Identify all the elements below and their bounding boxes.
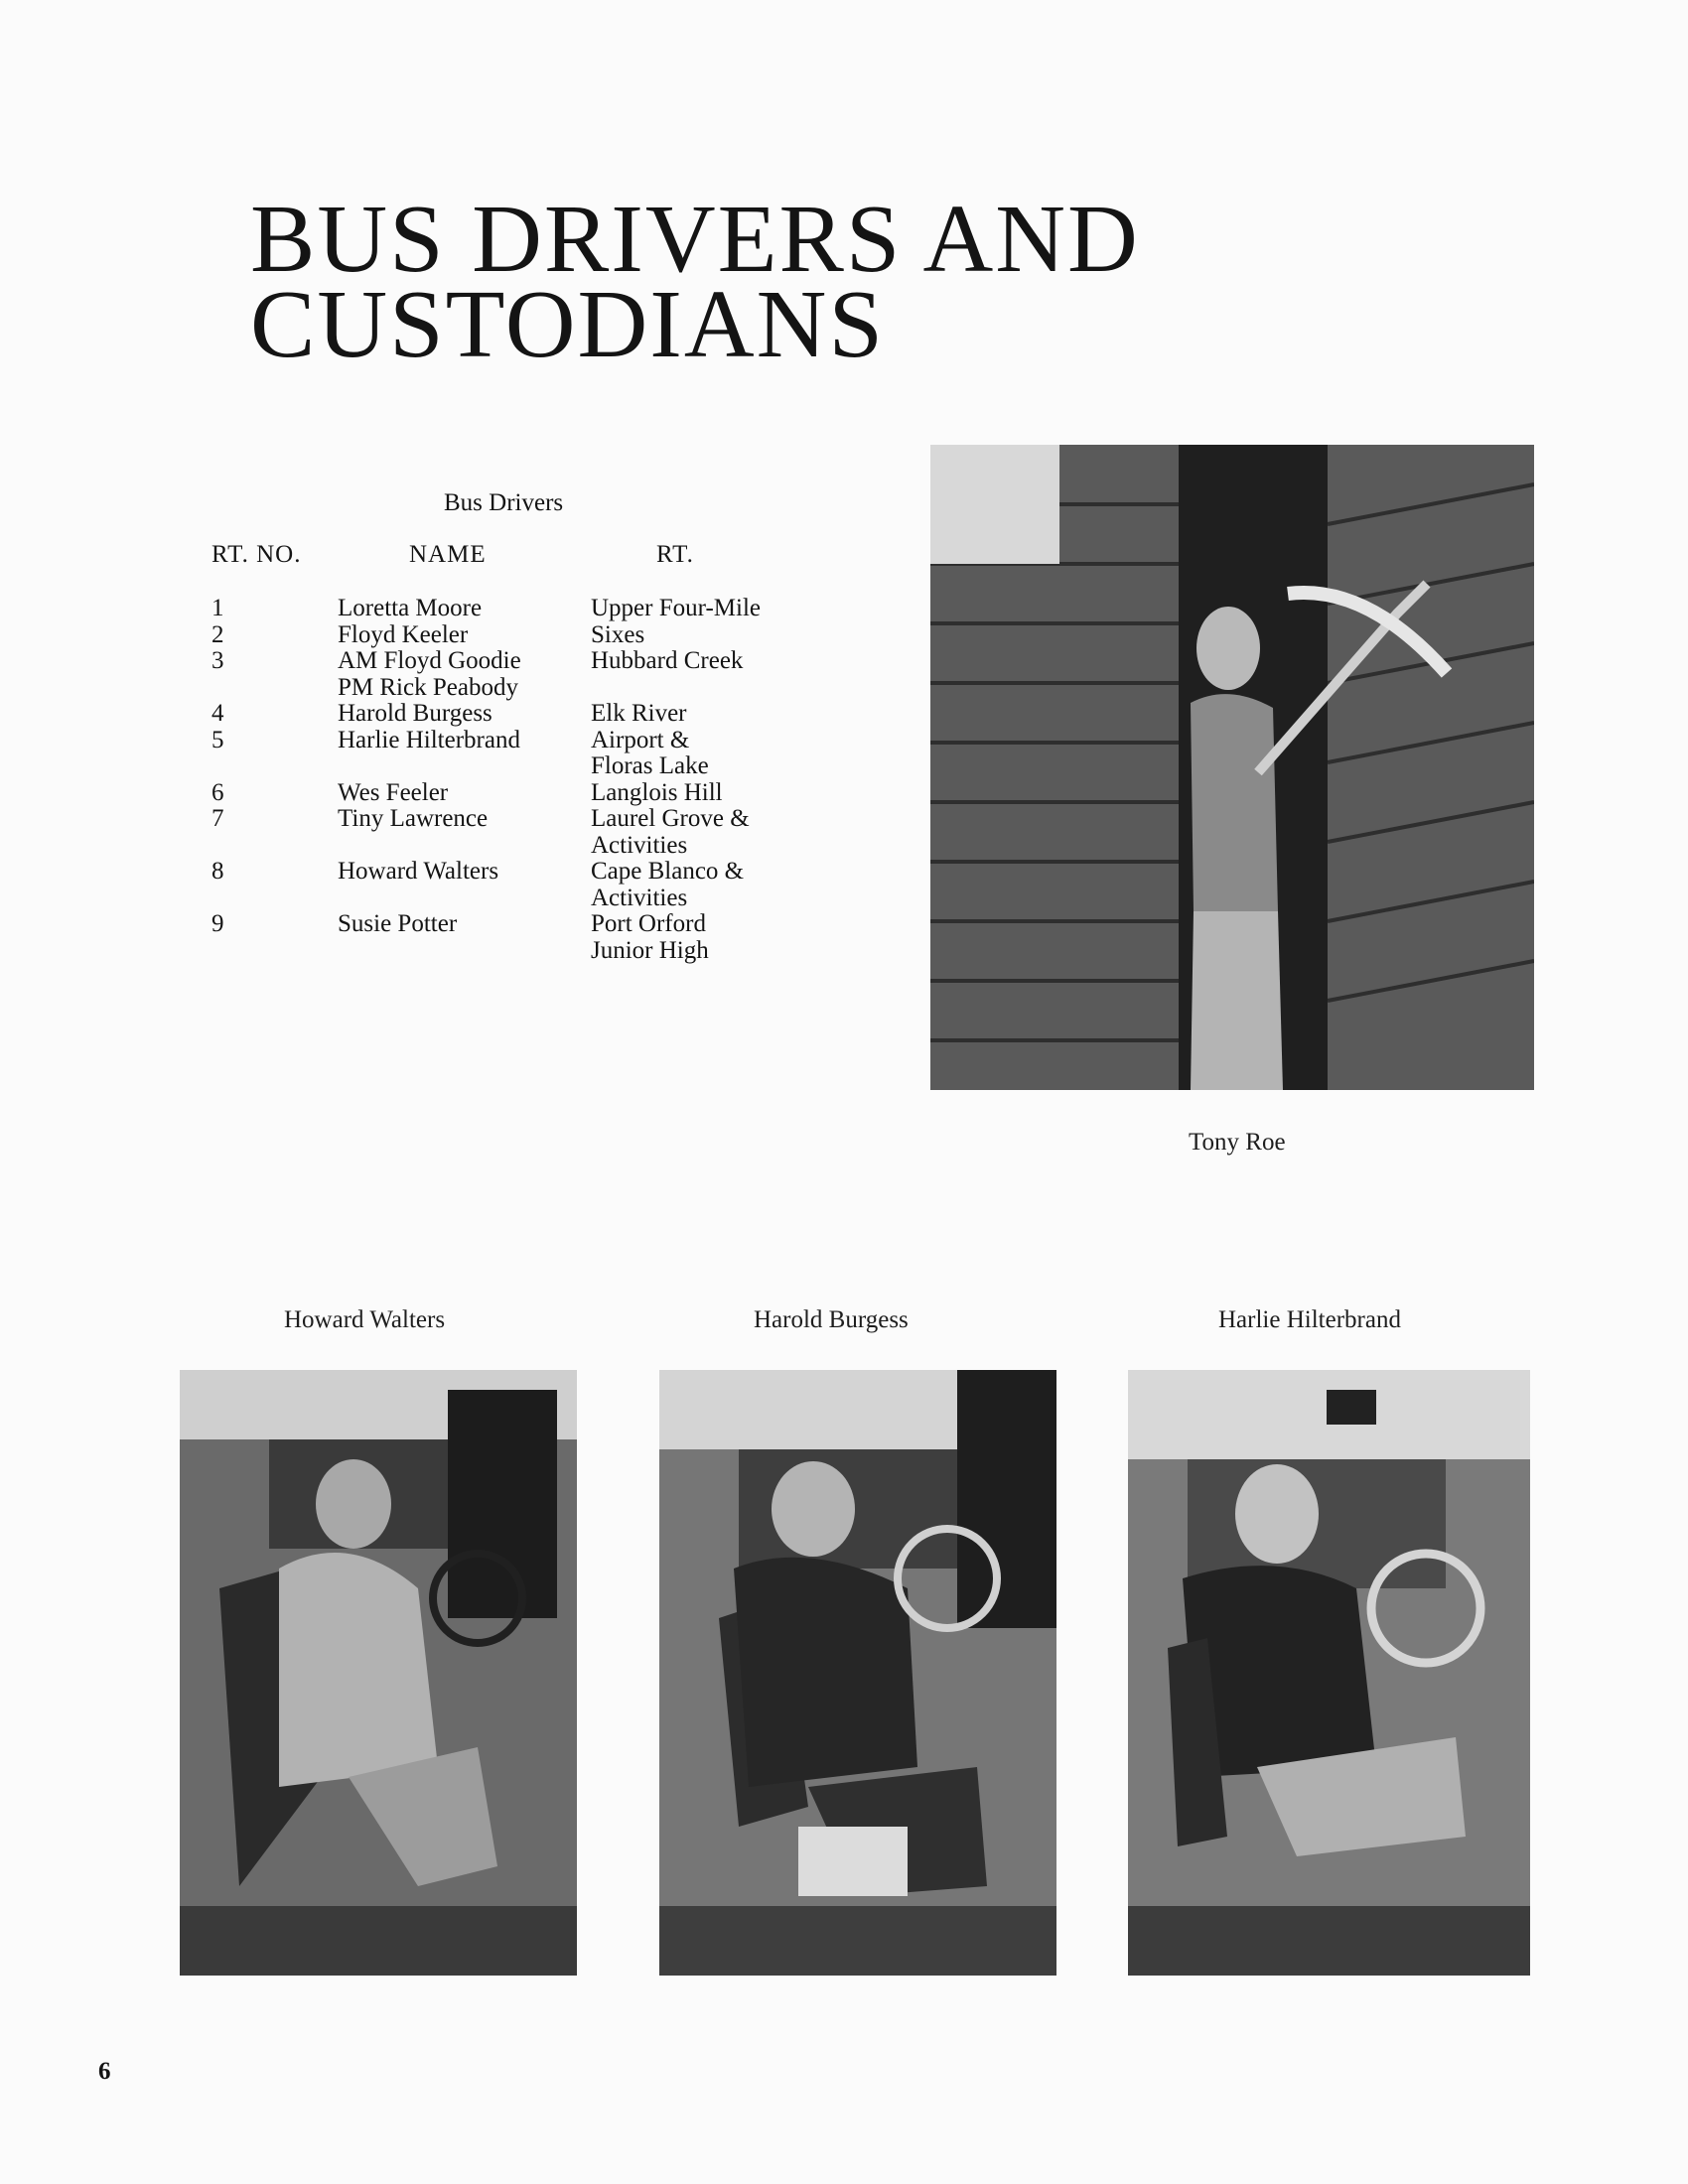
harold-burgess-photo [659,1370,1056,1976]
driver-row [211,728,907,780]
driver-name [338,596,591,622]
driver-name-line: Loretta Moore [338,595,483,621]
driver-row [211,648,907,701]
driver-name [338,859,591,886]
column-header-name: NAME [409,541,487,568]
route-name-line: Langlois Hill [591,778,723,806]
route-name-line: Elk River [591,700,687,727]
howard-walters-caption: Howard Walters [284,1306,446,1333]
howard-walters-photo [180,1370,577,1976]
driver-row [211,911,907,964]
driver-name [338,780,591,807]
route-name-line: Laurel Grove & [591,805,750,832]
route-name-line: Activities [591,884,688,911]
route-name [591,648,743,675]
route-name [591,780,723,807]
driver-name-line: Howard Walters [338,858,499,885]
route-name [591,806,750,859]
route-number: 2 [211,620,224,648]
column-header-rt-no: RT. NO. [211,541,302,568]
harold-burgess-photo-art [659,1370,1056,1976]
route-name-line: Hubbard Creek [591,647,744,674]
driver-row [211,622,907,649]
route-name-line: Cape Blanco & [591,858,745,885]
driver-name-line: Harold Burgess [338,700,492,727]
driver-row [211,596,907,622]
route-number: 1 [211,595,224,621]
bus-drivers-heading: Bus Drivers [444,489,564,516]
driver-name-line: Susie Potter [338,910,458,937]
howard-walters-photo-art [180,1370,577,1976]
driver-name-line: PM Rick Peabody [338,673,518,701]
driver-name [338,728,591,754]
harlie-hilterbrand-caption: Harlie Hilterbrand [1218,1306,1401,1333]
driver-name [338,701,591,728]
driver-name [338,648,591,701]
route-name-line: Junior High [591,936,709,964]
route-number: 7 [211,805,224,832]
route-number: 3 [211,647,224,674]
driver-name-line: Tiny Lawrence [338,805,489,832]
route-name [591,622,644,649]
harlie-hilterbrand-photo-art [1128,1370,1530,1976]
driver-name [338,911,591,938]
route-name [591,596,761,622]
driver-name-line: Floyd Keeler [338,620,469,648]
tony-roe-photo-art [930,445,1534,1090]
tony-roe-photo [930,445,1534,1090]
driver-row [211,701,907,728]
route-name-line: Airport & [591,726,690,753]
column-header-route: RT. [656,541,694,568]
driver-name-line: Wes Feeler [338,778,449,806]
page-number: 6 [98,2058,111,2085]
tony-roe-caption: Tony Roe [1189,1129,1286,1156]
route-name [591,859,744,911]
page-title-line-1: BUS DRIVERS AND [250,186,1140,293]
route-number: 6 [211,778,224,806]
driver-name-line: AM Floyd Goodie [338,647,521,674]
route-name-line: Upper Four-Mile [591,595,761,621]
route-name-line: Floras Lake [591,752,709,779]
route-name [591,728,709,780]
harold-burgess-caption: Harold Burgess [754,1306,909,1333]
route-number: 9 [211,910,224,937]
route-number: 4 [211,700,224,727]
page-title-line-2: CUSTODIANS [250,271,885,378]
bus-drivers-table [211,596,907,964]
driver-name [338,622,591,649]
driver-row [211,780,907,807]
route-name-line: Activities [591,831,688,859]
route-name [591,911,709,964]
driver-name [338,806,591,833]
page-title [250,186,1140,378]
harlie-hilterbrand-photo [1128,1370,1530,1976]
route-name [591,701,687,728]
driver-name-line: Harlie Hilterbrand [338,726,520,753]
route-name-line: Port Orford [591,910,706,937]
driver-row [211,806,907,859]
route-name-line: Sixes [591,620,645,648]
route-number: 8 [211,858,224,885]
driver-row [211,859,907,911]
route-number: 5 [211,726,224,753]
